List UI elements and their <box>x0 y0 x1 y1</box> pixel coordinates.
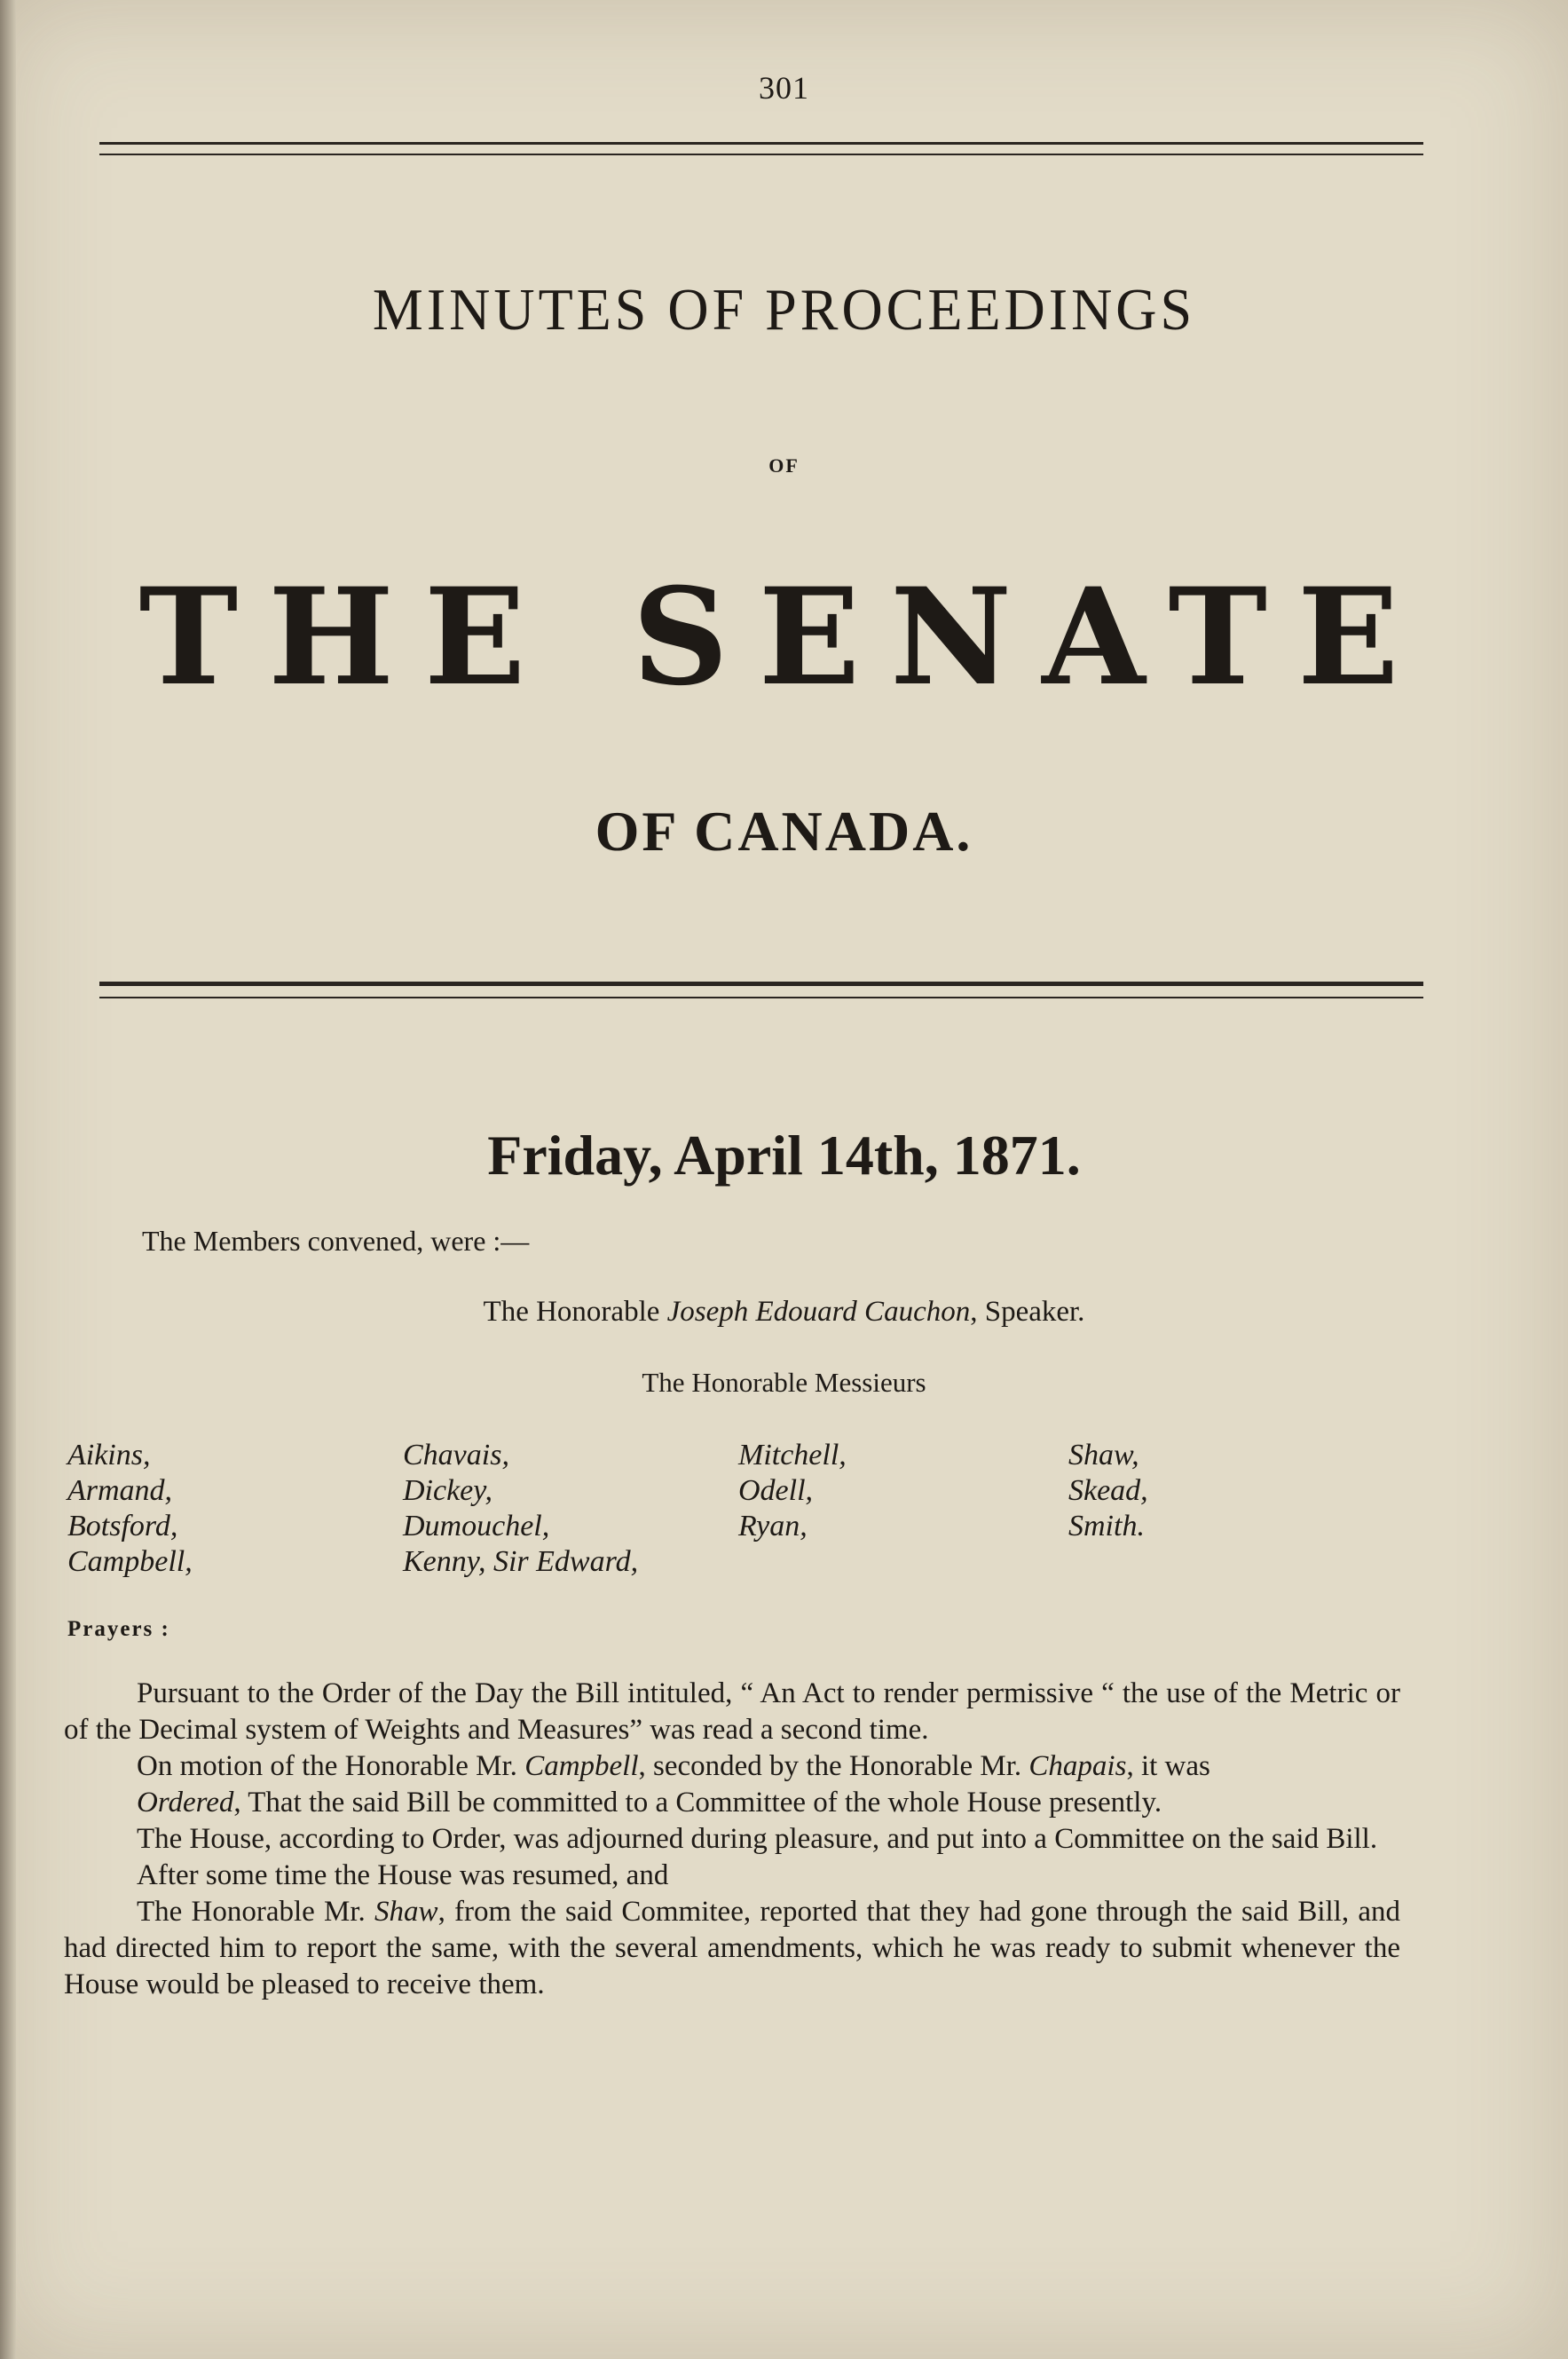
member-name: Mitchell, <box>738 1439 847 1471</box>
paragraph-text: On motion of the Honorable Mr. <box>137 1750 525 1782</box>
paragraph-text: , from the said Commitee, reported that they had gone through the said Bill, and had directed him to report the same, with the several amendments, which he was ready to submit whenever the House would be pleased to receive them. <box>64 1896 1400 2000</box>
member-name: Campbell, <box>67 1545 193 1578</box>
minutes-body <box>64 1676 1400 2003</box>
paragraph-text: , That the said Bill be committed to a Committee of the whole House presently. <box>233 1787 1162 1819</box>
member-name: Ryan, <box>738 1510 808 1542</box>
member-name: Armand, <box>67 1474 173 1507</box>
heading-minutes: MINUTES OF PROCEEDINGS <box>372 276 1196 343</box>
member-name: Botsford, <box>67 1510 178 1542</box>
paragraph-text: The Honorable Mr. <box>137 1896 375 1928</box>
heading-of: OF <box>768 454 800 477</box>
paragraph-text: Pursuant to the Order of the Day the Bill intituled, “ An Act to render permissive “ the use of the Metric or of the Decimal system of Weights and Measures” was read a second time. <box>64 1677 1400 1746</box>
paragraph <box>64 1676 1400 1748</box>
member-name: Skead, <box>1068 1474 1148 1507</box>
heading-the-senate: THE SENATE <box>138 559 1430 715</box>
paragraph <box>64 1748 1400 1785</box>
paragraph <box>64 1821 1400 1858</box>
title-rule <box>99 982 1423 998</box>
member-name: Odell, <box>738 1474 814 1507</box>
page-number: 301 <box>759 70 809 106</box>
speaker-prefix: The Honorable <box>483 1296 667 1328</box>
members-column-4 <box>1068 1438 1441 1544</box>
members-convened: The Members convened, were :— <box>142 1225 530 1257</box>
heading-of-canada: OF CANADA. <box>595 800 973 863</box>
member-name: Dickey, <box>403 1474 492 1507</box>
sitting-date: Friday, April 14th, 1871. <box>487 1124 1081 1187</box>
member-name: Smith. <box>1068 1510 1145 1542</box>
paragraph-text: After some time the House was resumed, and <box>137 1859 669 1891</box>
speaker-line <box>0 1296 1568 1329</box>
senator-name: Chapais <box>1028 1750 1127 1782</box>
senator-name: Shaw <box>374 1896 438 1928</box>
member-name: Shaw, <box>1068 1439 1139 1471</box>
paragraph <box>64 1858 1400 1894</box>
members-column-2 <box>403 1438 776 1580</box>
member-name: Dumouchel, <box>403 1510 550 1542</box>
member-name: Aikins, <box>67 1439 151 1471</box>
paragraph-text: , it was <box>1126 1750 1210 1782</box>
speaker-suffix: , Speaker. <box>970 1296 1085 1328</box>
paragraph-text: The House, according to Order, was adjourned during pleasure, and put into a Committee on the said Bill. <box>137 1823 1378 1855</box>
members-column-1 <box>67 1438 440 1580</box>
paragraph <box>64 1785 1400 1821</box>
prayers-heading: Prayers : <box>67 1617 170 1641</box>
members-column-3 <box>738 1438 1111 1544</box>
member-name: Chavais, <box>403 1439 509 1471</box>
ordered-word: Ordered <box>137 1787 234 1819</box>
speaker-name: Joseph Edouard Cauchon <box>666 1296 971 1328</box>
member-name: Kenny, Sir Edward, <box>403 1545 639 1578</box>
header-rule <box>99 142 1423 155</box>
paragraph-text: , seconded by the Honorable Mr. <box>638 1750 1029 1782</box>
messieurs-heading: The Honorable Messieurs <box>642 1367 926 1398</box>
senator-name: Campbell <box>524 1750 639 1782</box>
paragraph <box>64 1894 1400 2003</box>
